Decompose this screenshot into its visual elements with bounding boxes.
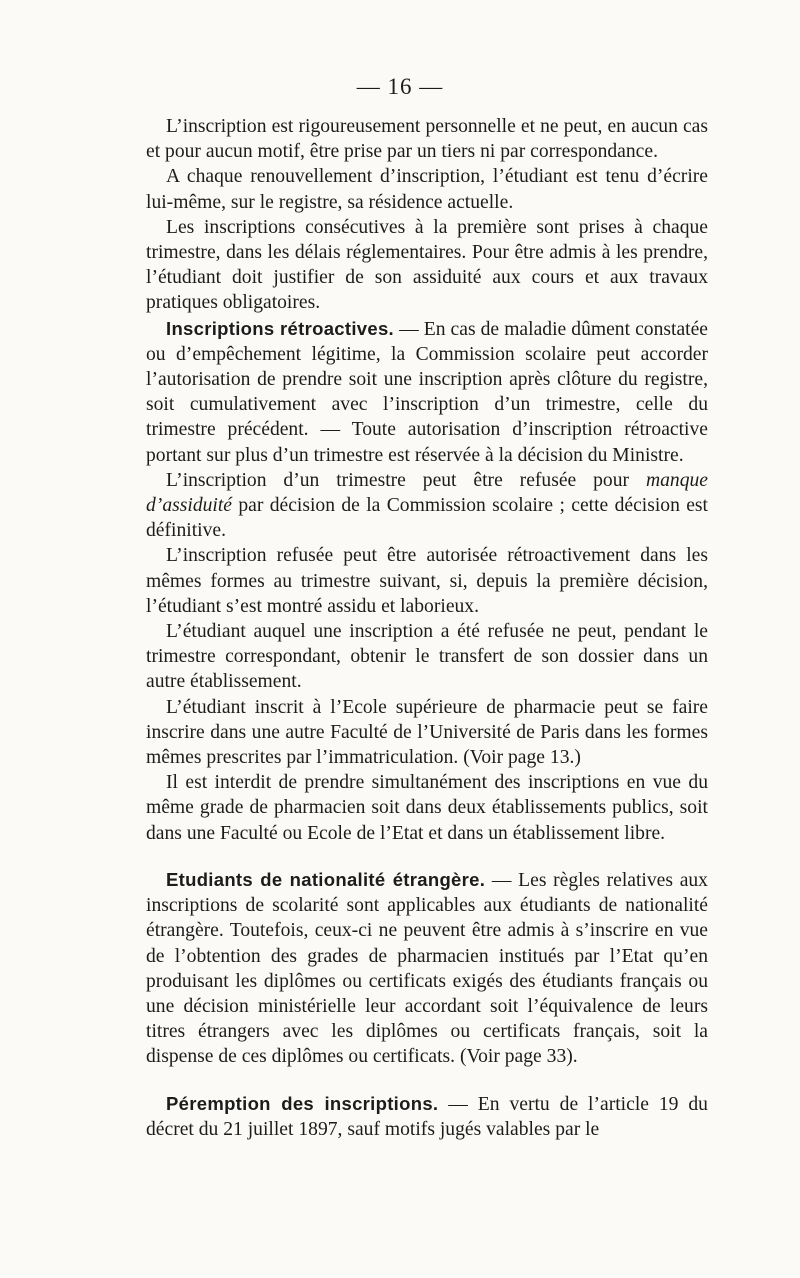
paragraph-text: L’inscription refusée peut être autorisée rétroactivement dans les mêmes formes au trimestre suivant, si, depuis la première décision, l’étudiant s’est montré assidu et laborieux. [146, 545, 708, 617]
paragraph-text: L’inscription est rigoureusement personnelle et ne peut, en aucun cas et pour aucun motif, être prise par un tiers ni par correspondance. [146, 116, 708, 163]
paragraph-text: L’étudiant inscrit à l’Ecole supérieure de pharmacie peut se faire inscrire dans une autre Faculté de l’Université de Paris dans les formes mêmes prescrites par l’immatriculation. (Voir page 13.) [146, 696, 708, 769]
paragraph-text: L’inscription d’un trimestre peut être refusée pour [166, 469, 646, 491]
paragraph [146, 164, 708, 214]
paragraph [146, 468, 708, 544]
paragraph [146, 619, 708, 695]
paragraph [146, 114, 708, 164]
paragraph-text: par décision de la Commission scolaire ; cette décision est définitive. [146, 495, 708, 542]
paragraph-text: Les inscriptions consécutives à la première sont prises à chaque trimestre, dans les délais réglementaires. Pour être admis à les prendre, l’étudiant doit justifier de son assiduité aux cours et aux travaux pratiques obligatoires. [146, 216, 708, 314]
paragraph [146, 695, 708, 771]
emphasis-text: manque d’assiduité [146, 469, 708, 517]
paragraph [146, 215, 708, 316]
paragraph-text: — En cas de maladie dûment constatée ou d’empêchement légitime, la Commission scolaire peut accorder l’autorisation de prendre soit une inscription après clôture du registre, soit cumulativement avec l’inscription d’un trimestre, celle du trimestre précédent. — Toute autorisation d’inscription rétroactive portant sur plus d’un trimestre est réservée à la décision du Ministre. [146, 318, 709, 466]
paragraph-text: Il est interdit de prendre simultanément des inscriptions en vue du même grade de pharmacien soit dans deux établissements publics, soit dans une Faculté ou Ecole de l’Etat et dans un établissement libre. [146, 772, 708, 844]
paragraph-text: — En vertu de l’article 19 du décret du 21 juillet 1897, sauf motifs jugés valables par le [146, 1093, 708, 1140]
paragraph [146, 543, 708, 619]
paragraph [146, 770, 708, 846]
body-text [146, 114, 708, 1142]
section-heading: Etudiants de nationalité étrangère. [166, 868, 486, 890]
page-number: — 16 — [356, 74, 444, 99]
paragraph-text: A chaque renouvellement d’inscription, l’étudiant est tenu d’écrire lui-même, sur le registre, sa résidence actuelle. [146, 166, 708, 213]
section-heading: Péremption des inscriptions. [166, 1092, 439, 1114]
paragraph-text: — Les règles relatives aux inscriptions de scolarité sont applicables aux étudiants de nationalité étrangère. Toutefois, ceux-ci ne peuvent être admis à s’inscrire en vue de l’obtention des grades de pharmacien institués par l’Etat qu’en produisant les diplômes ou certificats exigés des étudiants français ou une décision ministérielle leur accordant soit l’équivalence de leurs titres étrangers avec les diplômes ou certificats français, soit la dispense de ces diplômes ou certificats. (Voir page 33). [146, 869, 708, 1068]
paragraph [146, 316, 708, 468]
paragraph [146, 1091, 708, 1142]
section-heading: Inscriptions rétroactives. [166, 317, 394, 339]
paragraph [146, 867, 708, 1070]
paragraph-text: L’étudiant auquel une inscription a été refusée ne peut, pendant le trimestre correspondant, obtenir le transfert de son dossier dans un autre établissement. [146, 621, 708, 693]
